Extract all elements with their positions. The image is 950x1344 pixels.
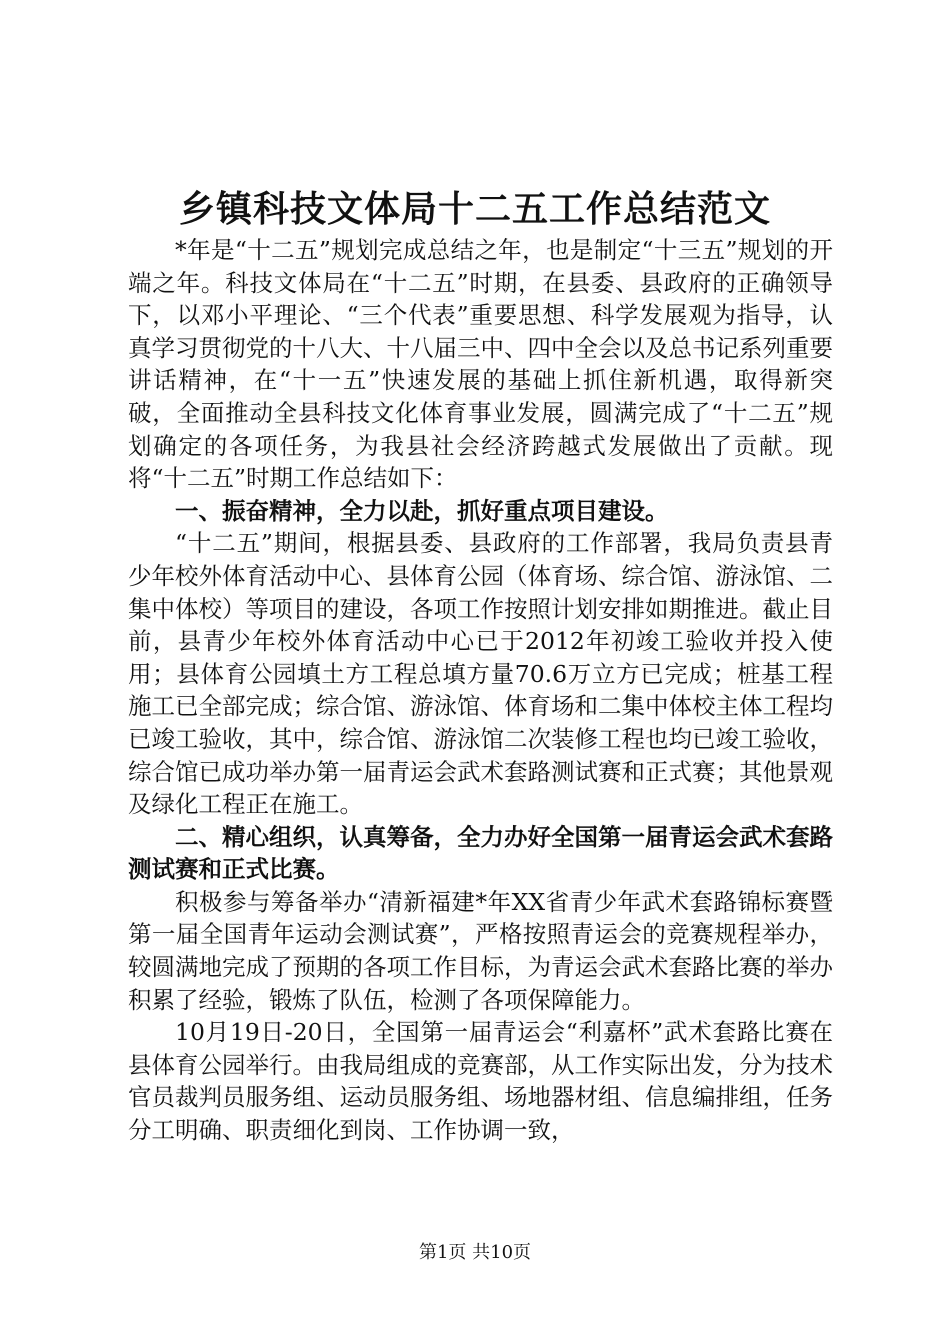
paragraph-intro: *年是“十二五”规划完成总结之年，也是制定“十三五”规划的开端之年。科技文体局在“十二五”时期，在县委、县政府的正确领导下，以邓小平理论、“三个代表”重要思想、科学发展观为指导，认真学习贯彻党的十八大、十八届三中、四中全会以及总书记系列重要讲话精神，在“十一五”快速发展的基础上抓住新机遇，取得新突破，全面推动全县科技文化体育事业发展，圆满完成了“十二五”规划确定的各项任务，为我县社会经济跨越式发展做出了贡献。现将“十二五”时期工作总结如下： <box>128 236 833 493</box>
paragraph-projects: “十二五”期间，根据县委、县政府的工作部署，我局负责县青少年校外体育活动中心、县体育公园（体育场、综合馆、游泳馆、二集中体校）等项目的建设，各项工作按照计划安排如期推进。截止目前，县青少年校外体育活动中心已于2012年初竣工验收并投入使用；县体育公园填土方工程总填方量70.6万立方已完成；桩基工程施工已全部完成；综合馆、游泳馆、体育场和二集中体校主体工程均已竣工验收，其中，综合馆、游泳馆二次装修工程也均已竣工验收，综合馆已成功举办第一届青运会武术套路测试赛和正式赛；其他景观及绿化工程正在施工。 <box>128 529 833 819</box>
document-title: 乡镇科技文体局十二五工作总结范文 <box>178 188 771 230</box>
section-heading-1: 一、振奋精神，全力以赴，抓好重点项目建设。 <box>175 496 669 525</box>
document-body <box>128 234 833 1147</box>
paragraph-official-event: 10月19日-20日，全国第一届青运会“利嘉杯”武术套路比赛在县体育公园举行。由我局组成的竞赛部，从工作实际出发，分为技术官员裁判员服务组、运动员服务组、场地器材组、信息编排组，任务分工明确、职责细化到岗、工作协调一致， <box>128 1018 833 1145</box>
paragraph-test-event: 积极参与筹备举办“清新福建*年XX省青少年武术套路锦标赛暨第一届全国青年运动会测试赛”，严格按照青运会的竞赛规程举办，较圆满地完成了预期的各项工作目标，为青运会武术套路比赛的举办积累了经验，锻炼了队伍，检测了各项保障能力。 <box>128 887 833 1014</box>
page-footer: 第1页 共10页 <box>418 1242 532 1263</box>
section-heading-2: 二、精心组织，认真筹备，全力办好全国第一届青运会武术套路测试赛和正式比赛。 <box>128 822 833 884</box>
